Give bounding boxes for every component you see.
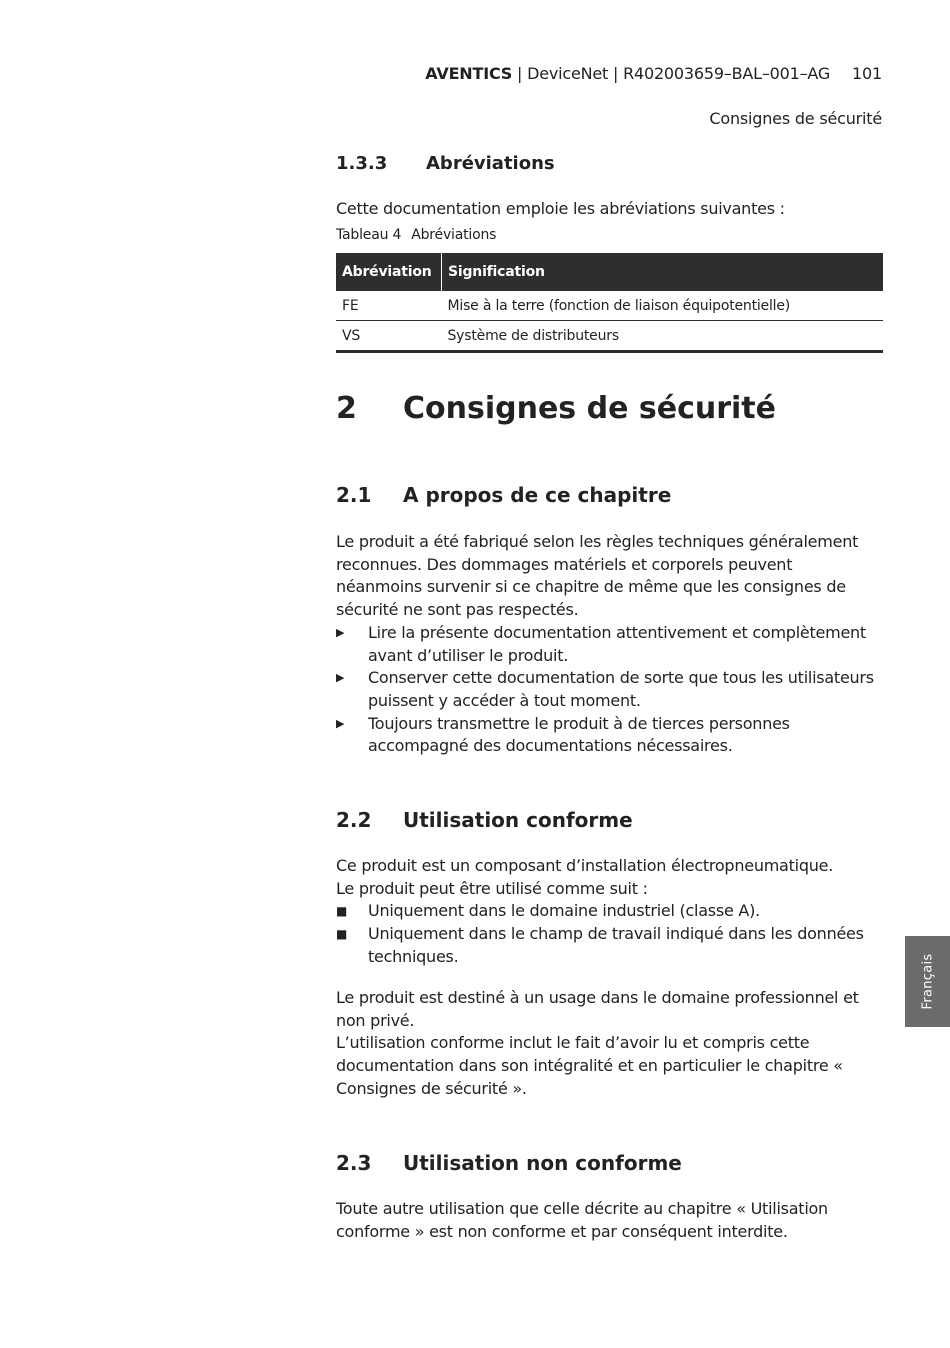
square-bullet-icon: ■ bbox=[336, 904, 348, 919]
paragraph: Le produit est destiné à un usage dans le domaine professionnel et non privé. bbox=[336, 988, 859, 1030]
column-header-meaning: Signification bbox=[442, 253, 884, 291]
table-header-row bbox=[336, 253, 883, 291]
section-number: 2.2 bbox=[336, 808, 372, 832]
list-item: ■ Uniquement dans le champ de travail indiqué dans les données techniques. bbox=[336, 924, 864, 966]
list-item: ■ Uniquement dans le domaine industriel (classe A). bbox=[336, 900, 883, 923]
list-item: ▶ Conserver cette documentation de sorte que tous les utilisateurs puissent y accéder à tout moment. bbox=[336, 668, 874, 710]
chapter-heading-2 bbox=[336, 391, 776, 426]
instruction-list bbox=[336, 622, 883, 758]
section-title: Abréviations bbox=[426, 153, 555, 174]
table-cell-meaning: Mise à la terre (fonction de liaison équipotentielle) bbox=[442, 291, 884, 321]
language-tab bbox=[905, 936, 950, 1027]
section-number: 1.3.3 bbox=[336, 153, 388, 174]
chapter-title: Consignes de sécurité bbox=[403, 391, 776, 426]
paragraph: Le produit a été fabriqué selon les règles techniques généralement reconnues. Des dommages matériels et corporels peuvent néanmoins survenir si ce chapitre de même que les consignes de sécurité ne sont pas respectés. bbox=[336, 532, 859, 620]
brand-name: AVENTICS bbox=[425, 64, 513, 83]
section-number: 2.3 bbox=[336, 1151, 372, 1175]
section-heading-1-3-3 bbox=[336, 153, 555, 174]
running-header bbox=[336, 64, 882, 83]
table-cell-abbreviation: FE bbox=[336, 291, 442, 321]
triangle-bullet-icon: ▶ bbox=[336, 716, 345, 730]
table-row bbox=[336, 321, 883, 352]
triangle-bullet-icon: ▶ bbox=[336, 625, 345, 639]
section-2-2-body-2 bbox=[336, 987, 883, 1101]
chapter-number: 2 bbox=[336, 391, 357, 426]
section-2-2-body bbox=[336, 855, 883, 969]
section-title: Utilisation non conforme bbox=[403, 1151, 682, 1175]
square-bullet-icon: ■ bbox=[336, 927, 348, 942]
document-info: | DeviceNet | R402003659–BAL–001–AG bbox=[512, 64, 831, 83]
section-number: 2.1 bbox=[336, 483, 372, 507]
table-caption-title: Abréviations bbox=[411, 227, 497, 243]
paragraph: Le produit peut être utilisé comme suit : bbox=[336, 878, 648, 898]
running-section-title: Consignes de sécurité bbox=[709, 109, 882, 128]
table-caption bbox=[336, 227, 496, 243]
column-header-abbreviation: Abréviation bbox=[336, 253, 442, 291]
section-heading-2-3 bbox=[336, 1151, 682, 1175]
abbreviations-intro: Cette documentation emploie les abréviations suivantes : bbox=[336, 199, 785, 218]
table-cell-abbreviation: VS bbox=[336, 321, 442, 352]
usage-list bbox=[336, 900, 883, 968]
table-cell-meaning: Système de distributeurs bbox=[442, 321, 884, 352]
page-number: 101 bbox=[852, 64, 882, 83]
section-2-1-body bbox=[336, 531, 883, 758]
section-title: A propos de ce chapitre bbox=[403, 483, 672, 507]
table-caption-label: Tableau 4 bbox=[336, 227, 402, 243]
list-item: ▶ Toujours transmettre le produit à de tierces personnes accompagné des documentations nécessaires. bbox=[336, 713, 790, 756]
section-title: Utilisation conforme bbox=[403, 808, 633, 832]
abbreviations-table bbox=[336, 253, 883, 353]
triangle-bullet-icon: ▶ bbox=[336, 671, 345, 685]
section-2-3-body: Toute autre utilisation que celle décrite au chapitre « Utilisation conforme » est non conforme et par conséquent interdite. bbox=[336, 1199, 828, 1241]
paragraph: L’utilisation conforme inclut le fait d’avoir lu et compris cette documentation dans son intégralité et en particulier le chapitre « Consignes de sécurité ». bbox=[336, 1033, 843, 1098]
section-heading-2-2 bbox=[336, 808, 633, 832]
section-heading-2-1 bbox=[336, 483, 671, 507]
paragraph: Ce produit est un composant d’installation électropneumatique. bbox=[336, 856, 834, 875]
list-item: ▶ Lire la présente documentation attentivement et complètement avant d’utiliser le produit. bbox=[336, 622, 866, 665]
language-tab-label: Français bbox=[920, 953, 936, 1010]
table-row bbox=[336, 291, 883, 321]
